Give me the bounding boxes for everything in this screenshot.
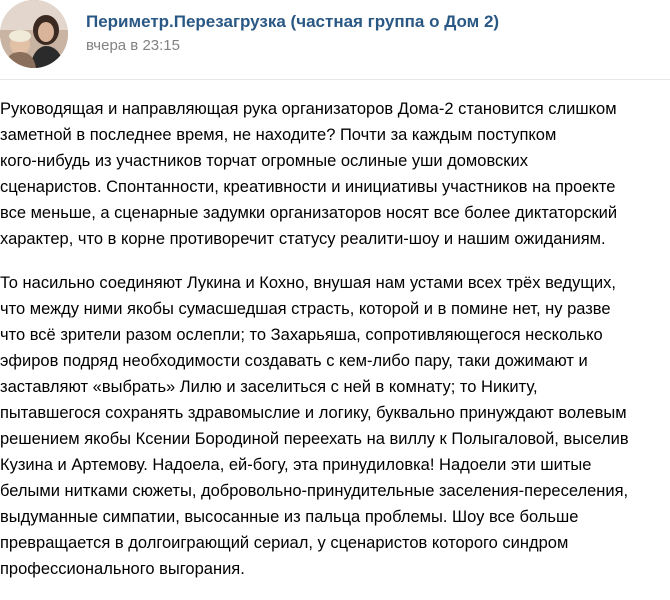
post-paragraph-2: То насильно соединяют Лукина и Кохно, внушая нам устами всех трёх ведущих, что между ними якобы сумасшедшая страсть, которой и в помине нет, ну разве что всё зрители разом ослепли; то Захарьяша, сопротивляющегося несколько эфиров подряд необходимости создавать с кем-либо пару, таки дожимают и заставляют «выбрать» Лилю и заселиться с ней в комнату; то Никиту, пытавшегося сохранять здравомыслие и логику, буквально принуждают волевым решением якобы Ксении Бородиной переехать на виллу к Полыгаловой, выселив Кузина и Артемову. Надоела, ей-богу, эта принудиловка! Надоели эти шитые белыми нитками сюжеты, добровольно-принудительные заселения-переселения, выдуманные симпатии, высосанные из пальца проблемы. Шоу все больше превращается в долгоиграющий сериал, у сценаристов которого синдром профессионального выгорания. — [0, 274, 629, 578]
post-text — [0, 96, 668, 600]
post-header — [0, 0, 670, 80]
group-name-link[interactable]: Периметр.Перезагрузка (частная группа о Дом 2) — [86, 12, 500, 31]
post-timestamp[interactable]: вчера в 23:15 — [86, 37, 180, 54]
avatar-photo-icon — [0, 0, 68, 68]
group-avatar[interactable] — [0, 0, 68, 68]
post-paragraph-1: Руководящая и направляющая рука организаторов Дома-2 становится слишком заметной в последнее время, не находите? Почти за каждым поступком кого-нибудь из участников торчат огромные ослиные уши домовских сценаристов. Спонтанности, креативности и инициативы участников на проекте все меньше, а сценарные задумки организаторов носят все более диктаторский характер, что в корне противоречит статусу реалити-шоу и нашим ожиданиям. — [0, 100, 618, 248]
